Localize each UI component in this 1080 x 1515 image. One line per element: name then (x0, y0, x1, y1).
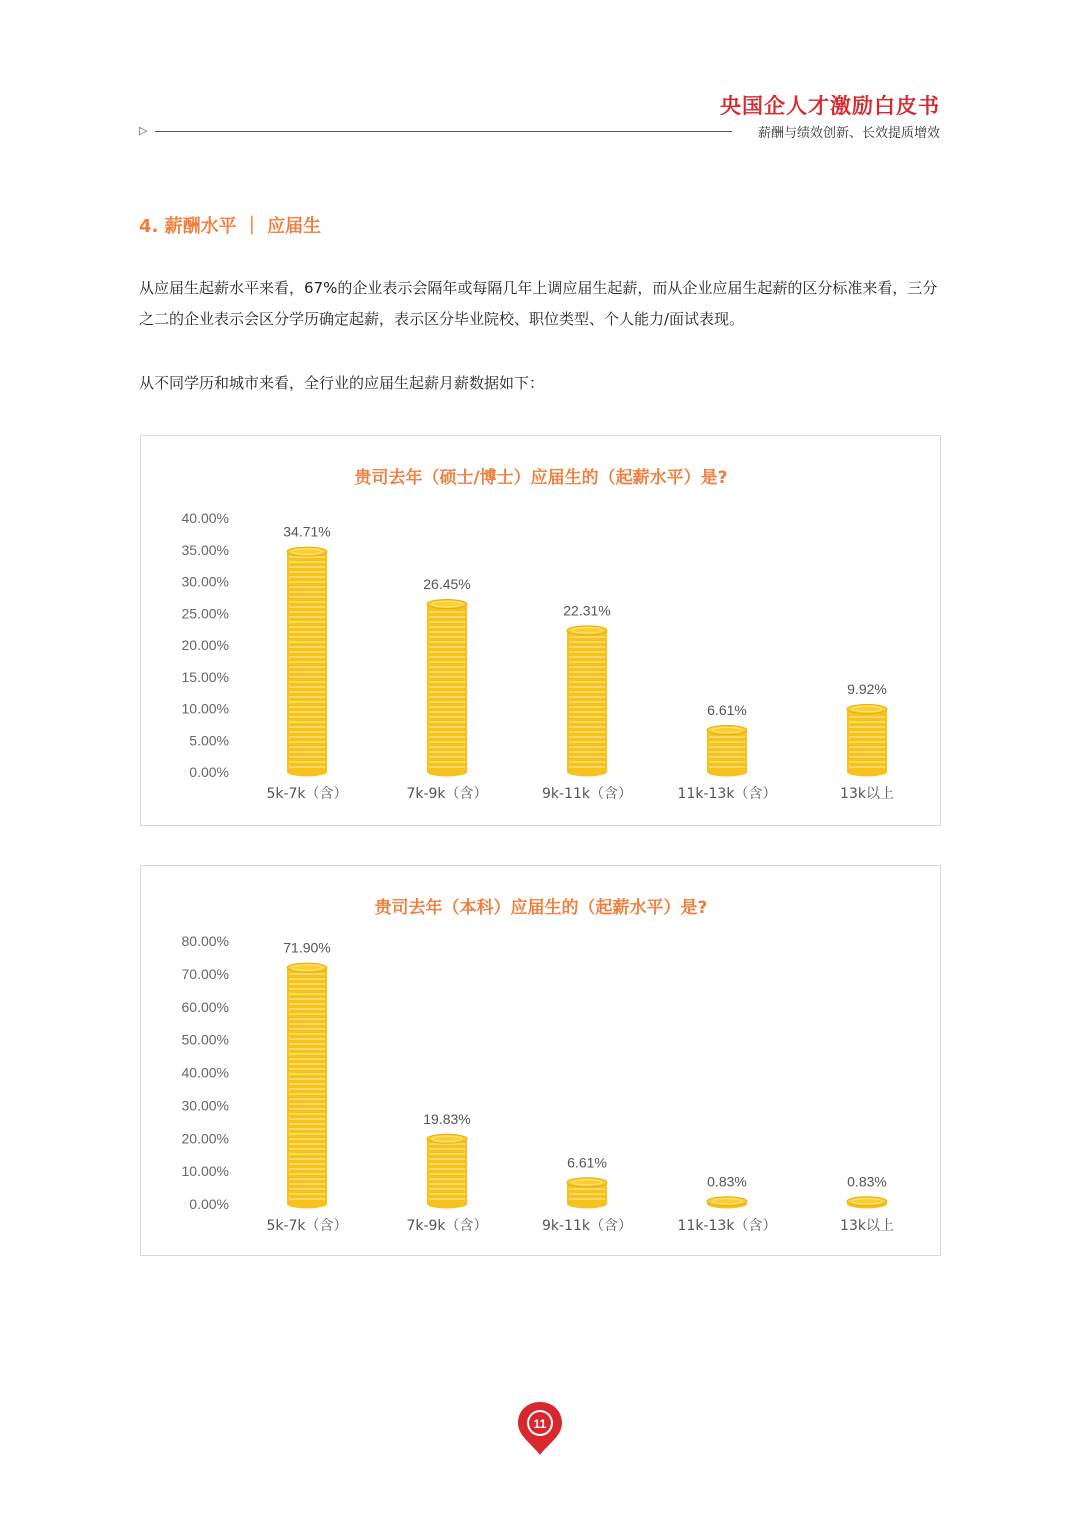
y-tick-label: 20.00% (181, 637, 229, 653)
chart-bachelor-svg (141, 866, 940, 1255)
intro-paragraph: 从应届生起薪水平来看，67%的企业表示会隔年或每隔几年上调应届生起薪，而从企业应届生起薪的区分标准来看，三分之二的企业表示会区分学历确定起薪，表示区分毕业院校、职位类型、个人能力/面试表现。 (139, 279, 938, 328)
x-category-label: 7k-9k（含） (406, 786, 488, 802)
data-label: 34.71% (283, 523, 331, 540)
y-tick-label: 35.00% (181, 541, 229, 558)
bar-coin-stack (847, 705, 887, 777)
data-label: 0.83% (707, 1173, 747, 1190)
x-category-label: 9k-11k（含） (542, 1218, 632, 1234)
data-label: 22.31% (563, 602, 611, 619)
chart-masters-phd-svg (141, 436, 940, 825)
y-tick-label: 30.00% (181, 573, 229, 590)
y-tick-label: 40.00% (181, 1064, 229, 1081)
y-tick-label: 70.00% (181, 965, 229, 982)
y-tick-label: 10.00% (181, 1163, 229, 1180)
x-category-label: 13k以上 (840, 786, 894, 802)
chart-bachelor (140, 865, 941, 1256)
bar-coin-stack (567, 626, 607, 777)
y-tick-label: 50.00% (181, 1031, 229, 1048)
bar-coin-stack (707, 726, 747, 777)
chart-title: 贵司去年（硕士/博士）应届生的（起薪水平）是? (354, 468, 728, 488)
x-category-label: 11k-13k（含） (677, 786, 777, 802)
section-title: 4. 薪酬水平 ｜ 应届生 (139, 216, 322, 237)
x-category-label: 9k-11k（含） (542, 786, 632, 802)
bar-coin-stack (427, 600, 467, 777)
y-tick-label: 10.00% (181, 700, 229, 717)
chart-masters-phd (140, 435, 941, 826)
bar-coin-stack (427, 1134, 467, 1208)
y-tick-label: 20.00% (181, 1130, 229, 1147)
data-label: 6.61% (707, 702, 747, 719)
document-title: 央国企人才激励白皮书 (720, 94, 940, 118)
y-tick-label: 80.00% (181, 933, 229, 949)
y-tick-label: 0.00% (189, 1196, 229, 1212)
y-tick-label: 25.00% (181, 605, 229, 622)
bar-coin-stack (707, 1197, 747, 1209)
data-label: 71.90% (283, 939, 331, 956)
data-label: 26.45% (423, 576, 471, 593)
x-category-label: 7k-9k（含） (406, 1218, 488, 1234)
bar-coin-stack (287, 963, 327, 1208)
y-tick-label: 40.00% (181, 510, 229, 526)
data-intro-paragraph: 从不同学历和城市来看，全行业的应届生起薪月薪数据如下： (139, 374, 545, 392)
y-tick-label: 30.00% (181, 1097, 229, 1114)
data-label: 19.83% (423, 1110, 471, 1127)
triangle-arrow-icon: ▷ (139, 124, 148, 137)
bar-coin-stack (567, 1178, 607, 1209)
x-category-label: 5k-7k（含） (266, 1218, 348, 1234)
page-number: 11 (533, 1417, 547, 1431)
data-label: 0.83% (847, 1173, 887, 1190)
x-category-label: 13k以上 (840, 1218, 894, 1234)
y-tick-label: 15.00% (181, 668, 229, 685)
document-subtitle: 薪酬与绩效创新、长效提质增效 (757, 126, 940, 141)
bar-coin-stack (847, 1197, 887, 1209)
bar-coin-stack (287, 547, 327, 776)
x-category-label: 5k-7k（含） (266, 786, 348, 802)
y-tick-label: 60.00% (181, 998, 229, 1015)
data-label: 6.61% (567, 1154, 607, 1171)
data-label: 9.92% (847, 681, 887, 698)
page-number-pin-icon (516, 1400, 564, 1458)
y-tick-label: 0.00% (189, 764, 229, 780)
header-divider (155, 131, 732, 132)
y-tick-label: 5.00% (189, 732, 229, 749)
chart-title: 贵司去年（本科）应届生的（起薪水平）是? (374, 898, 708, 918)
x-category-label: 11k-13k（含） (677, 1218, 777, 1234)
